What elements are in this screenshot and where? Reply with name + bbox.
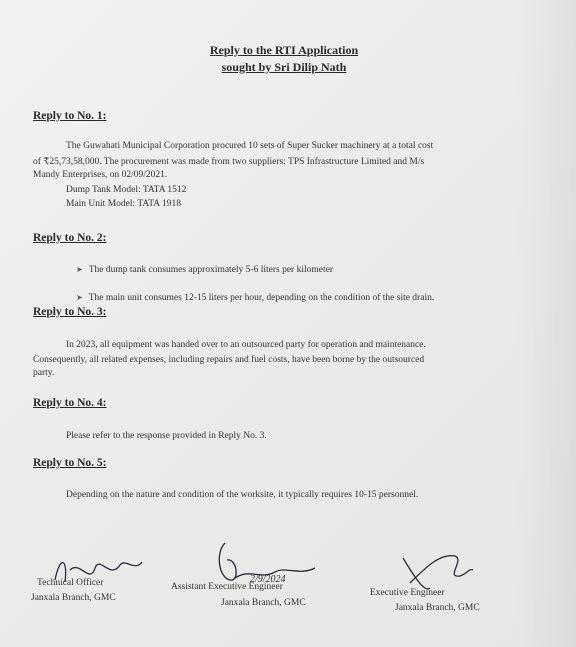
assistant-engineer-office: Janxala Branch, GMC xyxy=(221,598,306,608)
paper-shadow xyxy=(516,0,576,647)
reply-1-line-1: The Guwahati Municipal Corporation procured 10 sets of Super Sucker machinery at a total cost xyxy=(66,141,434,151)
reply-4-text: Please refer to the response provided in Reply No. 3. xyxy=(66,431,267,441)
reply-3-line-1: In 2023, all equipment was handed over to an outsourced party for operation and maintenance. xyxy=(66,340,426,350)
document-title: Reply to the RTI Application xyxy=(209,43,359,57)
reply-1-line-5: Main Unit Model: TATA 1918 xyxy=(66,199,181,209)
reply-1-heading: Reply to No. 1: xyxy=(33,110,107,122)
reply-1-line-3: Mandy Enterprises, on 02/09/2021. xyxy=(33,170,168,180)
reply-1-line-4: Dump Tank Model: TATA 1512 xyxy=(66,185,187,195)
arrow-bullet-icon: ➤ xyxy=(76,293,83,302)
executive-engineer-title: Executive Engineer xyxy=(370,588,445,598)
executive-engineer-office: Janxala Branch, GMC xyxy=(395,603,480,613)
reply-3-heading: Reply to No. 3: xyxy=(33,306,107,318)
assistant-engineer-title: Assistant Executive Engineer xyxy=(171,582,283,592)
reply-2-bullet-1 xyxy=(76,265,333,275)
reply-4-heading: Reply to No. 4: xyxy=(33,397,107,409)
reply-2-bullet-2 xyxy=(76,293,434,303)
reply-2-heading: Reply to No. 2: xyxy=(33,232,107,244)
reply-2-bullet-1-text: The dump tank consumes approximately 5-6 liters per kilometer xyxy=(88,265,333,275)
reply-5-text: Depending on the nature and condition of the worksite, it typically requires 10-15 personnel. xyxy=(66,490,419,500)
handwritten-date: 2/9/2024 xyxy=(250,574,286,585)
arrow-bullet-icon: ➤ xyxy=(76,265,83,274)
reply-5-heading: Reply to No. 5: xyxy=(33,457,107,469)
technical-officer-office: Janxala Branch, GMC xyxy=(31,593,116,603)
reply-2-bullet-2-text: The main unit consumes 12-15 liters per hour, depending on the condition of the site drain. xyxy=(88,293,435,303)
document-subtitle: sought by Sri Dilip Nath xyxy=(221,60,347,74)
reply-1-line-2: of ₹25,73,58,000. The procurement was made from two suppliers: TPS Infrastructure Limited and M/s xyxy=(33,157,425,167)
reply-3-line-2: Consequently, all related expenses, including repairs and fuel costs, have been borne by the outsourced xyxy=(33,355,425,365)
technical-officer-title: Technical Officer xyxy=(37,578,104,588)
reply-3-line-3: party. xyxy=(33,368,55,378)
